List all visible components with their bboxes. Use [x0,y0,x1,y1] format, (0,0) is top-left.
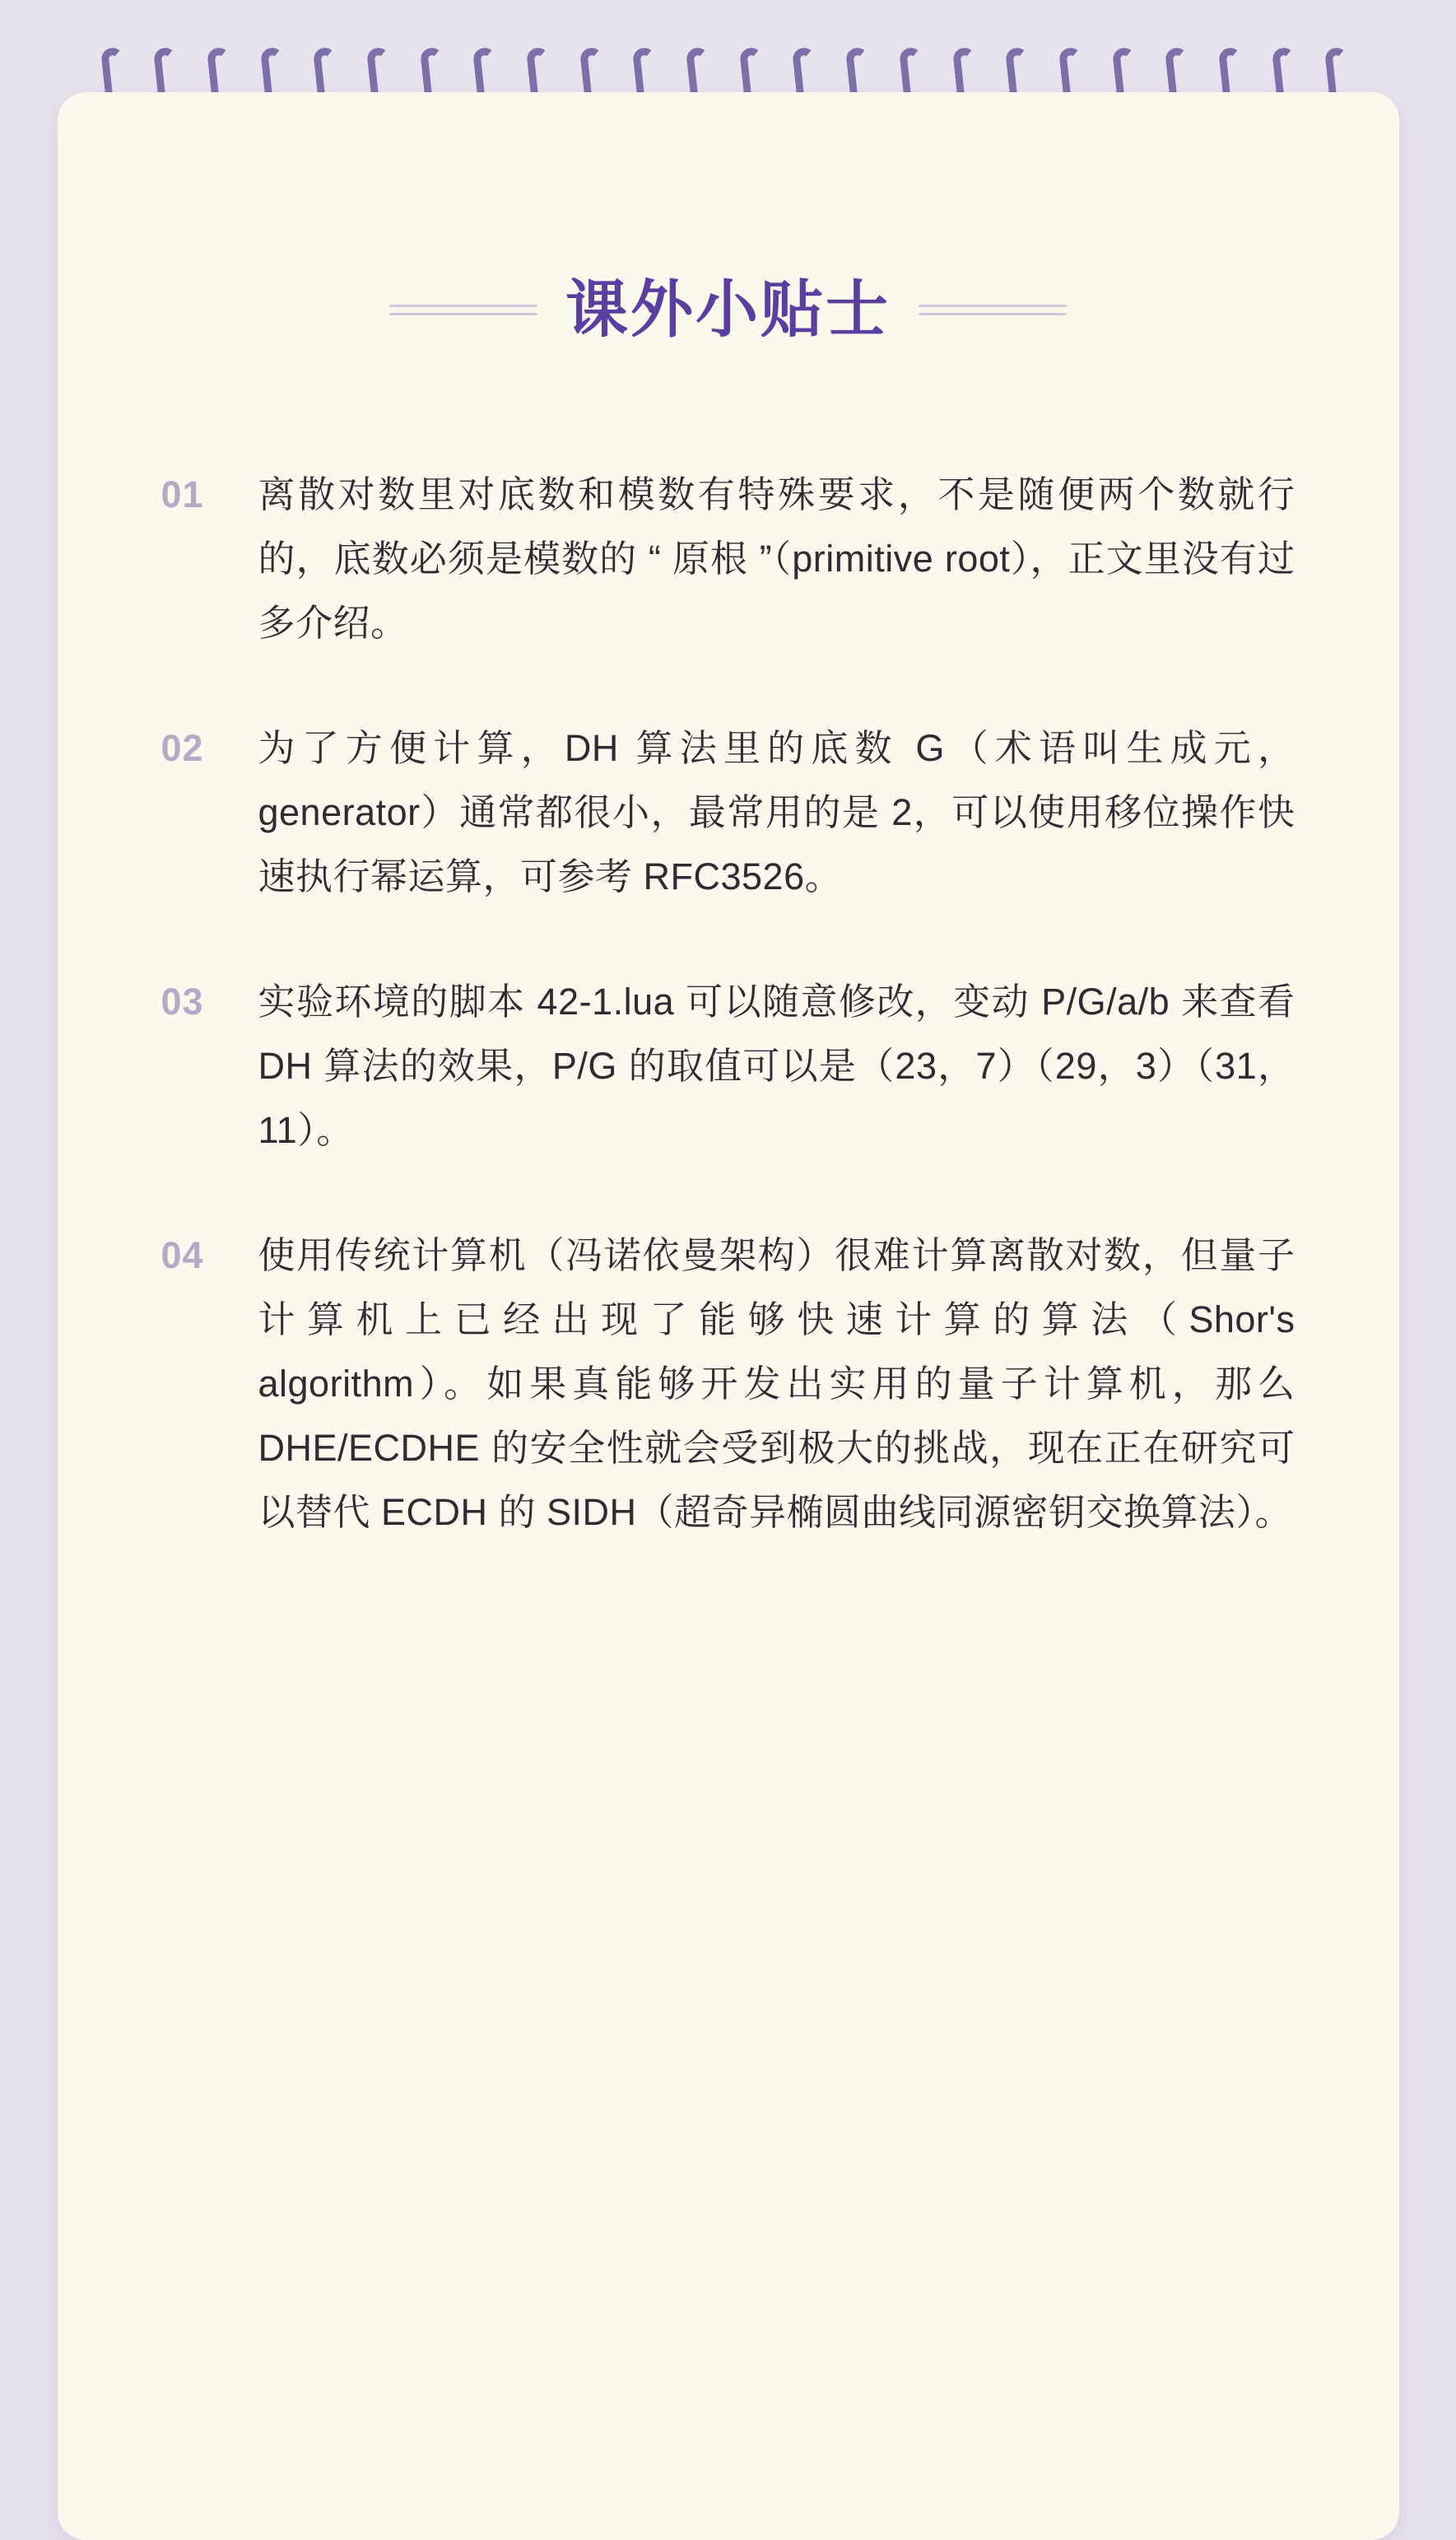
list-item [161,716,1296,909]
page-title: 课外小贴士 [565,274,891,345]
list-item-number: 04 [160,1233,204,1276]
list-item-number: 01 [160,473,204,515]
tips-list [58,463,1399,1545]
list-item [161,970,1296,1163]
list-item-text: 使用传统计算机（冯诺依曼架构）很难计算离散对数，但量子计算机上已经出现了能够快速计算的算法（Shor's algorithm）。如果真能够开发出实用的量子计算机，那么 DHE/ECDHE 的安全性就会受到极大的挑战，现在正在研究可以替代 ECDH 的 SIDH（超奇异椭圆曲线同源密钥交换算法）。 [258,1233,1296,1533]
notepad-card [58,92,1399,2540]
card-title-row [58,237,1399,384]
list-item-text: 为了方便计算，DH 算法里的底数 G（术语叫生成元，generator）通常都很小，最常用的是 2，可以使用移位操作快速执行幂运算，可参考 RFC3526。 [258,726,1296,897]
list-item-text: 离散对数里对底数和模数有特殊要求，不是随便两个数就行的，底数必须是模数的 “ 原根 ”（primitive root），正文里没有过多介绍。 [258,473,1296,644]
list-item-number: 03 [160,980,204,1023]
list-item [161,463,1296,655]
list-item-text: 实验环境的脚本 42-1.lua 可以随意修改，变动 P/G/a/b 来查看 DH 算法的效果，P/G 的取值可以是（23，7）（29，3）（31，11）。 [258,980,1296,1151]
list-item-number: 02 [160,726,204,769]
list-item [161,1223,1296,1545]
note-sheet [58,92,1399,2233]
